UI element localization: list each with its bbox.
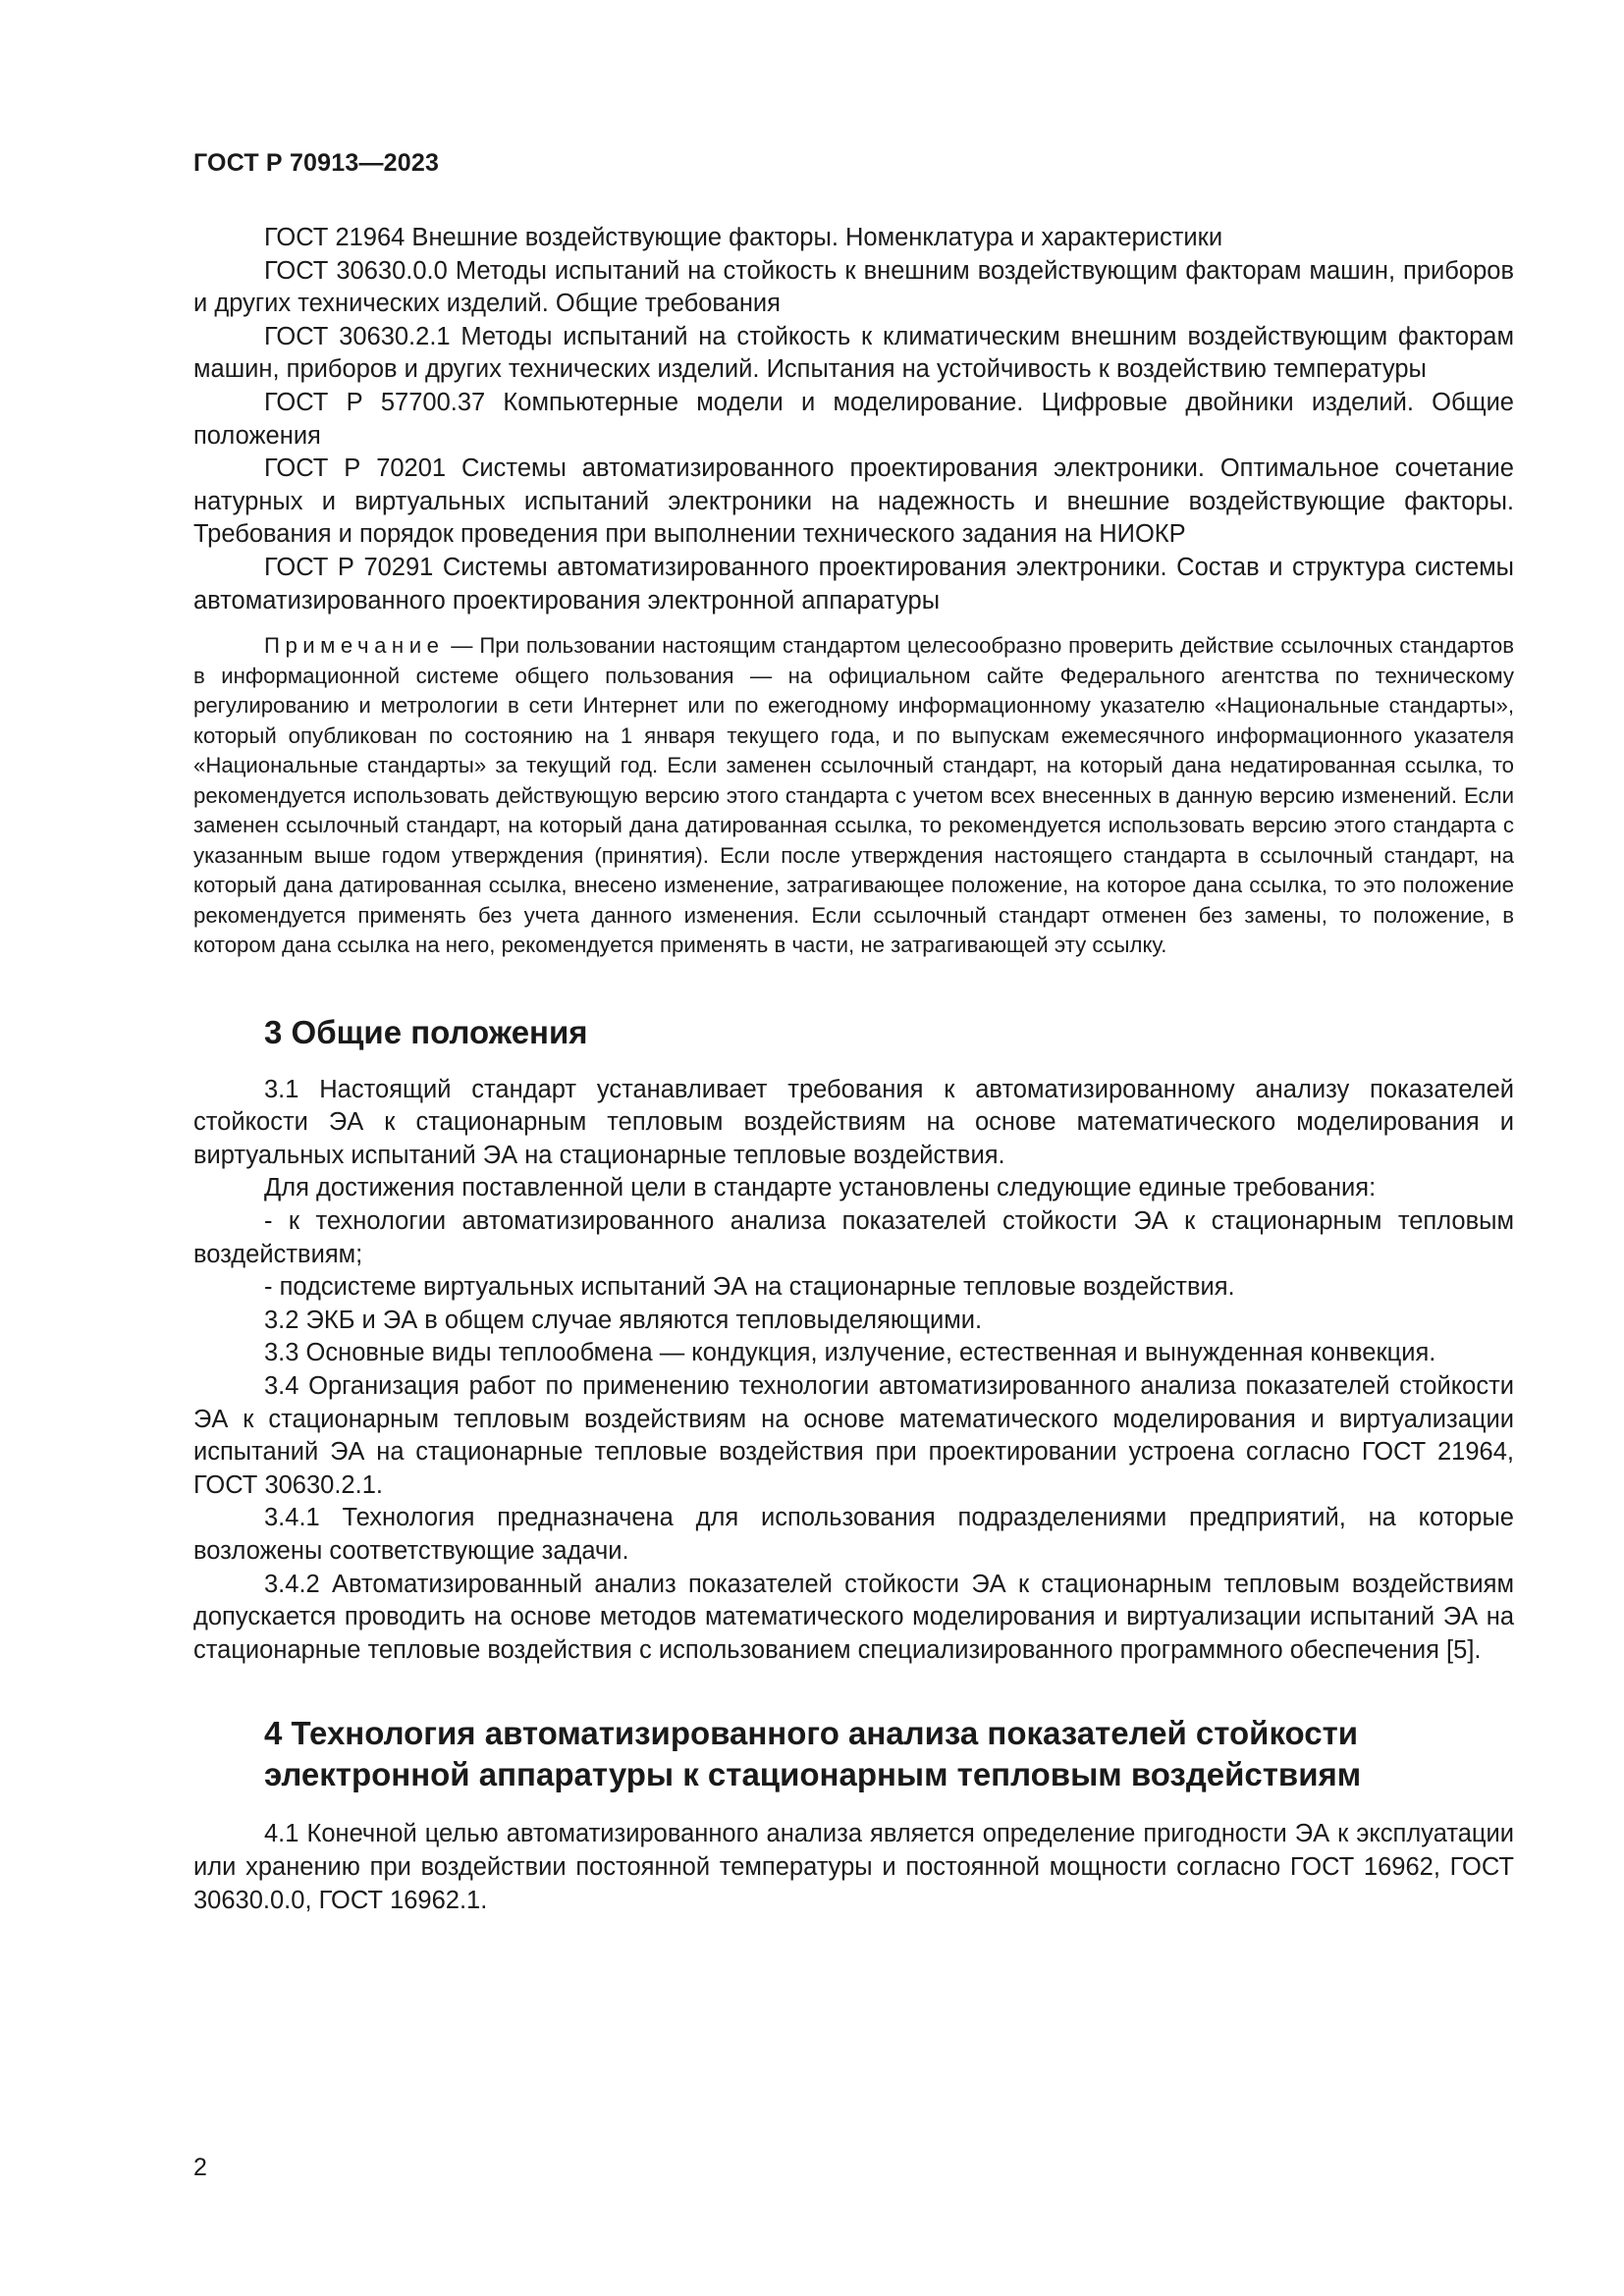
paragraph-requirements-intro: Для достижения поставленной цели в стандарте установлены следующие единые требования:	[264, 1174, 1377, 1202]
section-3-body	[193, 1074, 1514, 1668]
page-number: 2	[193, 2154, 207, 2181]
paragraph-4-1: 4.1 Конечной целью автоматизированного анализа является определение пригодности ЭА к эксплуатации или хранению при воздействии постоянной температуры и постоянной мощности согласно ГОСТ 16962, ГОСТ 30630.0.0, ГОСТ 16962.1.	[193, 1820, 1514, 1914]
reference-item: ГОСТ 21964 Внешние воздействующие факторы. Номенклатура и характеристики	[264, 224, 1223, 251]
note-label: Примечание	[264, 633, 445, 659]
section-4-heading	[193, 1713, 1514, 1795]
reference-item: ГОСТ 30630.2.1 Методы испытаний на стойкость к климатическим внешним воздействующим факторам машин, приборов и других технических изделий. Испытания на устойчивость к воздействию температуры	[193, 322, 1514, 384]
document-body	[193, 222, 1514, 1917]
document-header: ГОСТ Р 70913—2023	[193, 149, 440, 177]
list-item-subsystem: - подсистеме виртуальных испытаний ЭА на стационарные тепловые воздействия.	[264, 1273, 1235, 1302]
paragraph-3-4-1: 3.4.1 Технология предназначена для использования подразделениями предприятий, на которые возложены соответствующие задачи.	[193, 1504, 1514, 1565]
paragraph-3-2: 3.2 ЭКБ и ЭА в общем случае являются тепловыделяющими.	[264, 1306, 983, 1334]
reference-item: ГОСТ 30630.0.0 Методы испытаний на стойкость к внешним воздействующим факторам машин, приборов и других технических изделий. Общие требования	[193, 256, 1514, 318]
note-text: — При пользовании настоящим стандартом целесообразно проверить действие ссылочных стандартов в информационной системе общего пользования — на официальном сайте Федерального агентства по техническому регулированию и метрологии в сети Интернет или по ежегодному информационному указателю «Национальные стандарты», который опубликован по состоянию на 1 января текущего года, и по выпускам ежемесячного информационного указателя «Национальные стандарты» за текущий год. Если заменен ссылочный стандарт, на который дана недатированная ссылка, то рекомендуется использовать действующую версию этого стандарта с учетом всех внесенных в данную версию изменений. Если заменен ссылочный стандарт, на который дана датированная ссылка, то рекомендуется использовать версию этого стандарта с указанным выше годом утверждения (принятия). Если после утверждения настоящего стандарта в ссылочный стандарт, на который дана датированная ссылка, внесено изменение, затрагивающее положение, на которое дана ссылка, то это положение рекомендуется применять без учета данного изменения. Если ссылочный стандарт отменен без замены, то положение, в котором дана ссылка на него, рекомендуется применять в части, не затрагивающей эту ссылку.	[193, 633, 1514, 958]
paragraph-3-1: 3.1 Настоящий стандарт устанавливает требования к автоматизированному анализу показателей стойкости ЭА к стационарным тепловым воздействиям на основе математического моделирования и виртуальных испытаний ЭА на стационарные тепловые воздействия.	[193, 1075, 1514, 1169]
normative-references-list	[193, 222, 1514, 617]
paragraph-3-3: 3.3 Основные виды теплообмена — кондукция, излучение, естественная и вынужденная конвекция.	[264, 1339, 1436, 1367]
list-item-technology: - к технологии автоматизированного анализа показателей стойкости ЭА к стационарным тепловым воздействиям;	[193, 1207, 1514, 1268]
section-3-heading: 3 Общие положения	[264, 1013, 588, 1050]
reference-item: ГОСТ Р 70291 Системы автоматизированного проектирования электроники. Состав и структура системы автоматизированного проектирования электронной аппаратуры	[193, 553, 1514, 614]
paragraph-3-4: 3.4 Организация работ по применению технологии автоматизированного анализа показателей стойкости ЭА к стационарным тепловым воздействиям на основе математического моделирования и виртуализации испытаний ЭА на стационарные тепловые воздействия при проектировании устроена согласно ГОСТ 21964, ГОСТ 30630.2.1.	[193, 1371, 1514, 1499]
reference-item: ГОСТ Р 57700.37 Компьютерные модели и моделирование. Цифровые двойники изделий. Общие положения	[193, 388, 1514, 450]
paragraph-3-4-2: 3.4.2 Автоматизированный анализ показателей стойкости ЭА к стационарным тепловым воздействиям допускается проводить на основе методов математического моделирования и виртуализации испытаний ЭА на стационарные тепловые воздействия с использованием специализированного программного обеспечения [5].	[193, 1570, 1514, 1664]
section-4-body	[193, 1818, 1514, 1917]
reference-item: ГОСТ Р 70201 Системы автоматизированного проектирования электроники. Оптимальное сочетание натурных и виртуальных испытаний электроники на надежность и внешние воздействующие факторы. Требования и порядок проведения при выполнении технического задания на НИОКР	[193, 454, 1514, 549]
section-4-heading-line-2: электронной аппаратуры к стационарным тепловым воздействиям	[264, 1756, 1362, 1793]
note-paragraph	[193, 631, 1514, 961]
section-4-heading-line-1: 4 Технология автоматизированного анализа показателей стойкости	[264, 1715, 1359, 1752]
